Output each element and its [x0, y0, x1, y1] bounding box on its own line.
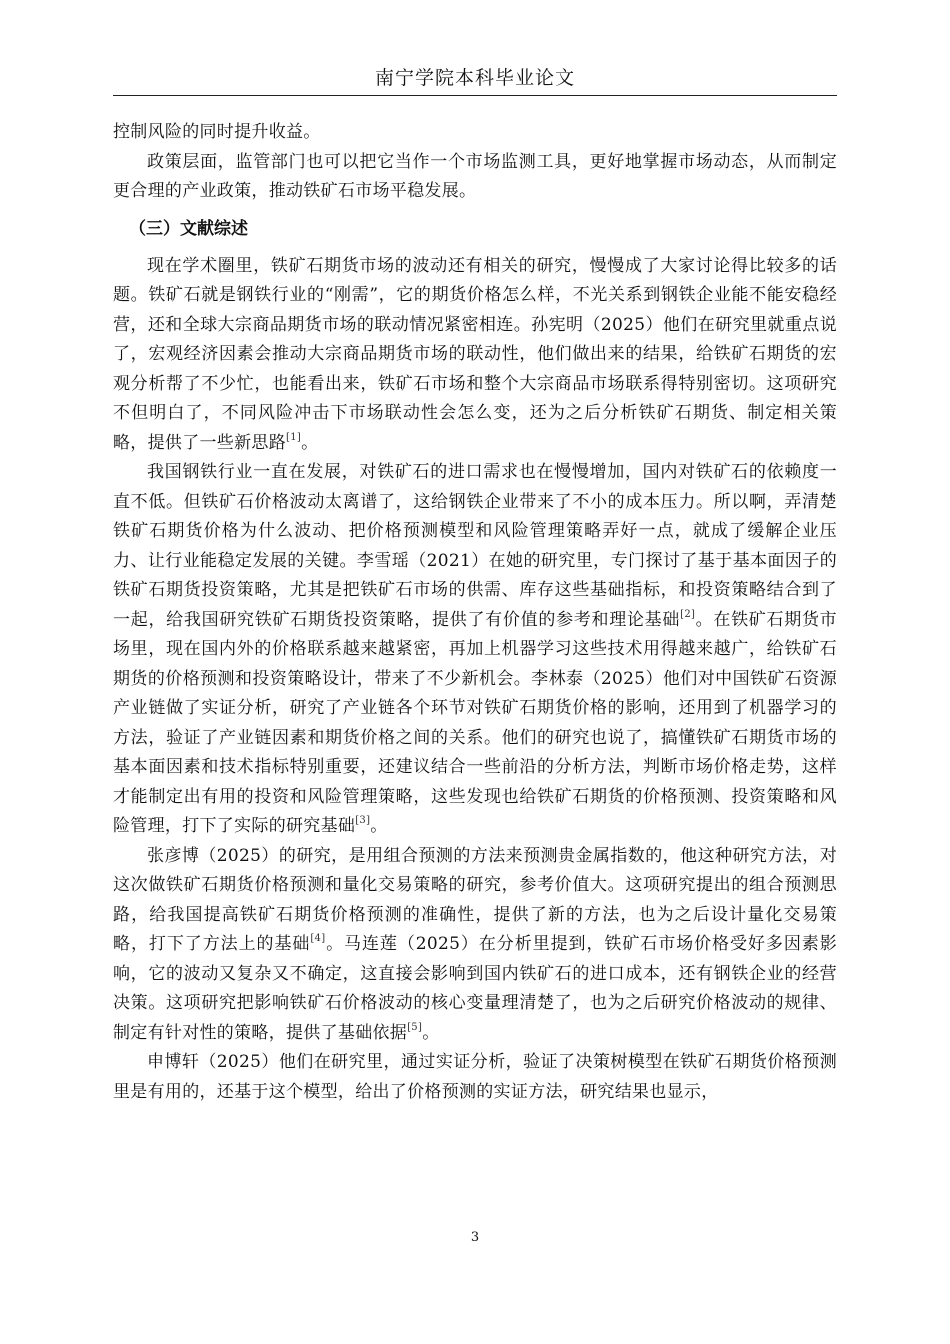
- paragraph-literature-1: [113, 252, 837, 459]
- paragraph-text: 政策层面，监管部门也可以把它当作一个市场监测工具，更好地掌握市场动态，从而制定更合理的产业政策，推动铁矿石市场平稳发展。: [113, 151, 837, 201]
- paragraph-text: 控制风险的同时提升收益。: [113, 122, 321, 142]
- body-text: [113, 118, 837, 1107]
- paragraph-literature-2: [113, 458, 837, 842]
- paragraph-text: 。马连莲（2025）在分析里提到，铁矿石市场价格受好多因素影响，它的波动又复杂又不确定，这直接会影响到国内铁矿石的进口成本，还有钢铁企业的经营决策。这项研究把影响铁矿石价格波动的核心变量理清楚了，也为之后研究价格波动的规律、制定有针对性的策略，提供了基础依据: [113, 934, 837, 1043]
- citation-marker: [1]: [286, 431, 302, 443]
- citation-marker: [5]: [407, 1021, 423, 1033]
- paragraph-end: 。: [301, 432, 319, 453]
- paragraph-text: 。在铁矿石期货市场里，现在国内外的价格联系越来越紧密，再加上机器学习这些技术用得越来越广，给铁矿石期货的价格预测和投资策略设计，带来了不少新机会。李林泰（2025）他们对中国铁矿石资源产业链做了实证分析，研究了产业链各个环节对铁矿石期货价格的影响，还用到了机器学习的方法，验证了产业链因素和期货价格之间的关系。他们的研究也说了，搞懂铁矿石期货市场的基本面因素和技术指标特别重要，还建议结合一些前沿的分析方法，判断市场价格走势，这样才能制定出有用的投资和风险管理策略，这些发现也给铁矿石期货的价格预测、投资策略和风险管理，打下了实际的研究基础: [113, 609, 837, 836]
- header-divider: [113, 95, 837, 96]
- paragraph-text: 现在学术圈里，铁矿石期货市场的波动还有相关的研究，慢慢成了大家讨论得比较多的话题。铁矿石就是钢铁行业的“刚需”，它的期货价格怎么样，不光关系到钢铁企业能不能安稳经营，还和全球大宗商品期货市场的联动情况紧密相连。孙宪明（2025）他们在研究里就重点说了，宏观经济因素会推动大宗商品期货市场的联动性，他们做出来的结果，给铁矿石期货的宏观分析帮了不少忙，也能看出来，铁矿石市场和整个大宗商品市场联系得特别密切。这项研究不但明白了，不同风险冲击下市场联动性会怎么变，还为之后分析铁矿石期货、制定相关策略，提供了一些新思路: [113, 255, 837, 453]
- paragraph-literature-3: [113, 842, 837, 1049]
- paragraph-text: 我国钢铁行业一直在发展，对铁矿石的进口需求也在慢慢增加，国内对铁矿石的依赖度一直不低。但铁矿石价格波动太离谱了，这给钢铁企业带来了不小的成本压力。所以啊，弄清楚铁矿石期货价格为什么波动、把价格预测模型和风险管理策略弄好一点，就成了缓解企业压力、让行业能稳定发展的关键。李雪瑶（2021）在她的研究里，专门探讨了基于基本面因子的铁矿石期货投资策略，尤其是把铁矿石市场的供需、库存这些基础指标，和投资策略结合到了一起，给我国研究铁矿石期货投资策略，提供了有价值的参考和理论基础: [113, 462, 837, 630]
- paragraph-continuation: [113, 118, 837, 148]
- paragraph-text: 张彦博（2025）的研究，是用组合预测的方法来预测贵金属指数的，他这种研究方法，对这次做铁矿石期货价格预测和量化交易策略的研究，参考价值大。这项研究提出的组合预测思路，给我国提高铁矿石期货价格预测的准确性，提供了新的方法，也为之后设计量化交易策略，打下了方法上的基础: [113, 845, 837, 954]
- section-heading: （三）文献综述: [129, 218, 248, 239]
- citation-marker: [4]: [310, 933, 326, 944]
- running-header-title: 南宁学院本科毕业论文: [374, 67, 575, 89]
- citation-marker: [2]: [680, 608, 696, 620]
- citation-marker: [3]: [355, 815, 371, 826]
- paragraph-text: 申博轩（2025）他们在研究里，通过实证分析，验证了决策树模型在铁矿石期货价格预测里是有用的，还基于这个模型，给出了价格预测的实证方法，研究结果也显示，: [113, 1052, 837, 1102]
- paragraph-end: 。: [370, 816, 388, 836]
- paragraph-end: 。: [422, 1022, 440, 1043]
- paragraph-policy: [113, 148, 837, 207]
- paragraph-literature-4: [113, 1048, 837, 1107]
- page-number: 3: [470, 1230, 480, 1245]
